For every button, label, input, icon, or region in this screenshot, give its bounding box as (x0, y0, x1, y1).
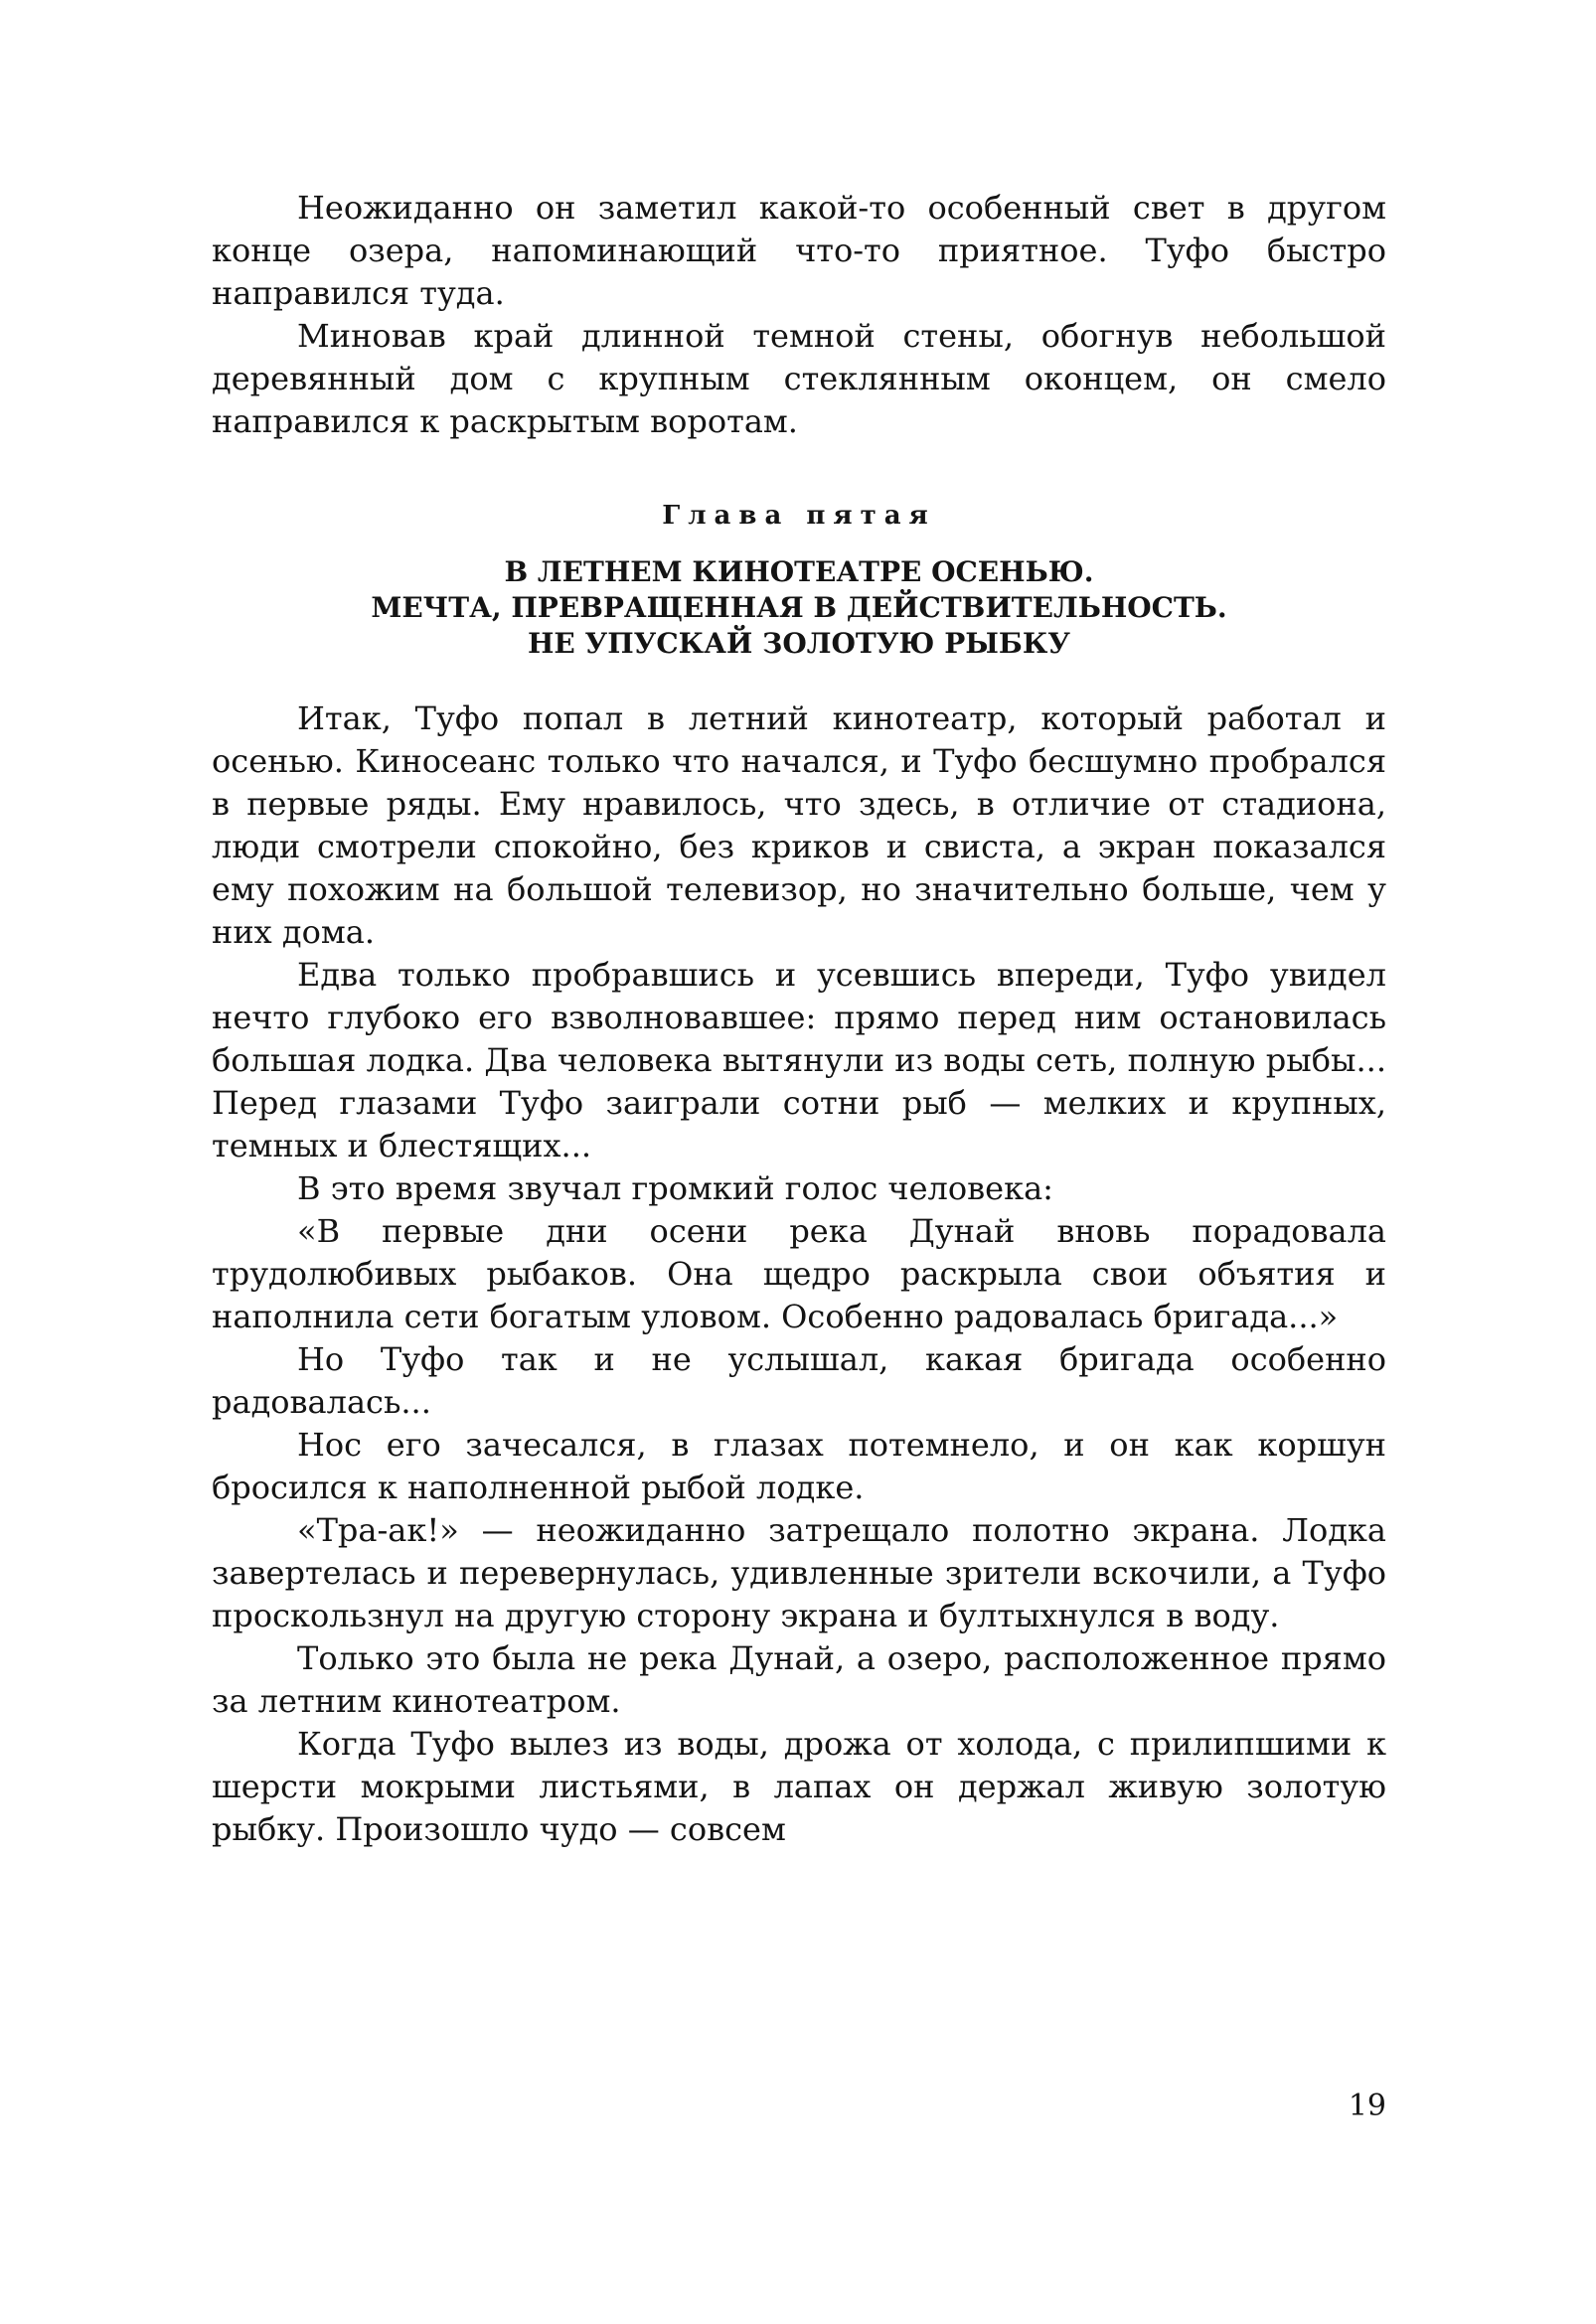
opening-text (212, 187, 1386, 443)
paragraph: «Тра-ак!» — неожиданно затрещало полотно экрана. Лодка завертелась и перевернулась, удивленные зрители вскочили, а Туфо проскользнул на другую сторону экрана и бултыхнулся в воду. (212, 1511, 1386, 1634)
paragraph: Миновав край длинной темной стены, обогнув небольшой деревянный дом с крупным стеклянным оконцем, он смело направился к раскрытым воротам. (212, 317, 1386, 440)
chapter-title-line: В ЛЕТНЕМ КИНОТЕАТРЕ ОСЕНЬЮ. (504, 555, 1094, 588)
paragraph: В это время звучал громкий голос человека: (297, 1169, 1053, 1207)
chapter-title-line: МЕЧТА, ПРЕВРАЩЕННАЯ В ДЕЙСТВИТЕЛЬНОСТЬ. (371, 591, 1227, 624)
page-number: 19 (1348, 2089, 1386, 2123)
chapter-label: Глава пятая (662, 501, 936, 531)
paragraph: Только это была не река Дунай, а озеро, расположенное прямо за летним кинотеатром. (212, 1639, 1386, 1720)
paragraph: Неожиданно он заметил какой-то особенный свет в другом конце озера, напоминающий что-то приятное. Туфо быстро направился туда. (212, 189, 1386, 312)
paragraph: Нос его зачесался, в глазах потемнело, и он как коршун бросился к наполненной рыбой лодке. (212, 1426, 1386, 1506)
paragraph: Итак, Туфо попал в летний кинотеатр, который работал и осенью. Киносеанс только что начался, и Туфо бесшумно пробрался в первые ряды. Ему нравилось, что здесь, в отличие от стадиона, люди смотрели спокойно, без криков и свиста, а экран показался ему похожим на большой телевизор, но значительно больше, чем у них дома. (212, 699, 1386, 951)
chapter-title-line: НЕ УПУСКАЙ ЗОЛОТУЮ РЫБКУ (527, 627, 1071, 660)
chapter-title (212, 554, 1386, 662)
paragraph: «В первые дни осени река Дунай вновь порадовала трудолюбивых рыбаков. Она щедро раскрыла свои объятия и наполнила сети богатым уловом. Особенно радовалась бригада...» (212, 1212, 1386, 1335)
paragraph: Но Туфо так и не услышал, какая бригада особенно радовалась... (212, 1340, 1386, 1421)
paragraph: Когда Туфо вылез из воды, дрожа от холода, с прилипшими к шерсти мокрыми листьями, в лапах он держал живую золотую рыбку. Произошло чудо — совсем (212, 1725, 1386, 1848)
chapter-heading (212, 499, 1386, 662)
paragraph: Едва только пробравшись и усевшись впереди, Туфо увидел нечто глубоко его взволновавшее: прямо перед ним остановилась большая лодка. Два человека вытянули из воды сеть, полную рыбы... Перед глазами Туфо заиграли сотни рыб — мелких и крупных, темных и блестящих... (212, 956, 1386, 1164)
chapter-body (212, 697, 1386, 1851)
